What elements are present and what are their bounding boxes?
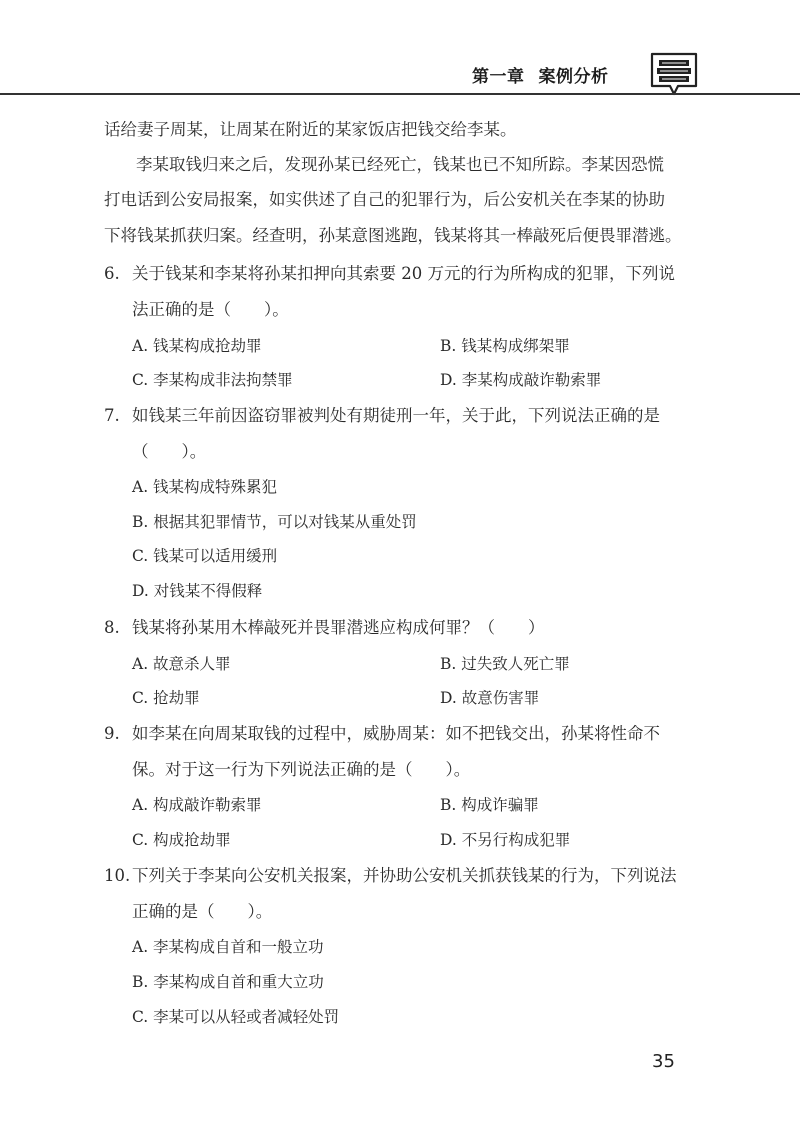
question-text: 如钱某三年前因盗窃罪被判处有期徒刑一年，关于此，下列说法正确的是	[132, 406, 660, 425]
question-text: 如李某在向周某取钱的过程中，威胁周某：如不把钱交出，孙某将性命不	[132, 724, 660, 743]
option-a: A. 故意杀人罪	[132, 655, 231, 673]
option-d: D. 故意伤害罪	[440, 689, 540, 707]
option-b: B. 构成诈骗罪	[440, 796, 539, 814]
passage-line: 下将钱某抓获归案。经查明，孙某意图逃跑，钱某将其一棒敲死后便畏罪潜逃。	[104, 226, 682, 245]
question-text: 钱某将孙某用木棒敲死并畏罪潜逃应构成何罪？（ ）	[132, 618, 545, 637]
option-c: C. 抢劫罪	[132, 689, 200, 707]
option-d: D. 不另行构成犯罪	[440, 831, 571, 849]
option-b: B. 过失致人死亡罪	[440, 655, 570, 673]
option-a: A. 钱某构成特殊累犯	[132, 478, 278, 496]
option-c: C. 构成抢劫罪	[132, 831, 231, 849]
chapter-header	[472, 62, 609, 87]
question-text: 法正确的是（ ）。	[132, 300, 289, 319]
question-number: 10.	[104, 866, 131, 885]
question-number: 7.	[104, 406, 120, 425]
option-a: A. 李某构成自首和一般立功	[132, 938, 324, 956]
option-c: C. 李某构成非法拘禁罪	[132, 371, 293, 389]
question-text: 保。对于这一行为下列说法正确的是（ ）。	[132, 760, 471, 779]
option-d: D. 对钱某不得假释	[132, 582, 263, 600]
option-b: B. 钱某构成绑架罪	[440, 337, 570, 355]
section-label: 案例分析	[538, 67, 609, 87]
option-c: C. 李某可以从轻或者减轻处罚	[132, 1008, 340, 1026]
header-divider	[0, 93, 800, 95]
option-a: A. 钱某构成抢劫罪	[132, 337, 262, 355]
option-c: C. 钱某可以适用缓刑	[132, 547, 278, 565]
page-number: 35	[652, 1051, 675, 1072]
question-text: 下列关于李某向公安机关报案，并协助公安机关抓获钱某的行为，下列说法	[132, 866, 677, 885]
question-text: 正确的是（ ）。	[132, 902, 273, 921]
book-stack-icon	[648, 50, 700, 98]
question-text: （ ）。	[132, 442, 207, 461]
passage-line: 话给妻子周某，让周某在附近的某家饭店把钱交给李某。	[104, 120, 517, 139]
passage-line: 打电话到公安局报案，如实供述了自己的犯罪行为，后公安机关在李某的协助	[104, 190, 665, 209]
chapter-label: 第一章	[472, 67, 525, 87]
question-number: 6.	[104, 264, 120, 283]
question-number: 9.	[104, 724, 120, 743]
option-b: B. 根据其犯罪情节，可以对钱某从重处罚	[132, 513, 417, 531]
passage-line: 李某取钱归来之后，发现孙某已经死亡，钱某也已不知所踪。李某因恐慌	[136, 155, 664, 174]
option-b: B. 李某构成自首和重大立功	[132, 973, 324, 991]
option-d: D. 李某构成敲诈勒索罪	[440, 371, 602, 389]
option-a: A. 构成敲诈勒索罪	[132, 796, 262, 814]
question-number: 8.	[104, 618, 120, 637]
question-text: 关于钱某和李某将孙某扣押向其索要 20 万元的行为所构成的犯罪，下列说	[132, 264, 675, 283]
